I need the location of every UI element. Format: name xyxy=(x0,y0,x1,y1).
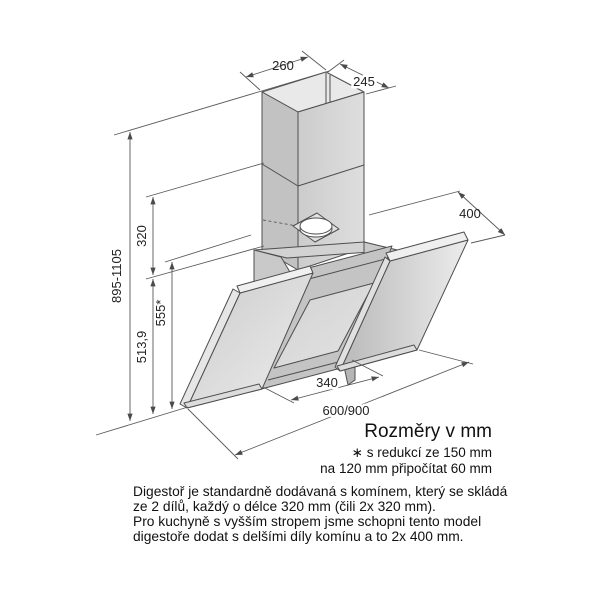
ext-line xyxy=(328,60,344,72)
units-title: Rozměry v mm xyxy=(364,421,492,442)
description-line-1: Digestoř je standardně dodávaná s komínem, který se skládá xyxy=(133,484,508,499)
ext-line xyxy=(96,407,188,435)
description-line-3: Pro kuchyně s vyšším stropem jsme schopni tento model xyxy=(133,514,482,529)
dim-label-320: 320 xyxy=(134,225,149,247)
dim-label-245: 245 xyxy=(353,74,375,89)
description-paragraph xyxy=(133,484,508,544)
ext-line xyxy=(240,72,260,90)
dim-label-895-1105: 895-1105 xyxy=(109,249,124,303)
ext-line xyxy=(188,409,238,459)
dim-chimney-section xyxy=(134,163,264,279)
dim-glass-top-depth xyxy=(369,191,505,243)
ext-line xyxy=(146,246,264,279)
duct-pipe-opening xyxy=(300,218,332,234)
dim-label-400: 400 xyxy=(459,206,481,221)
chimney-left-face xyxy=(262,92,298,270)
ext-line xyxy=(419,350,473,364)
dim-label-555: 555* xyxy=(153,299,168,327)
ext-line xyxy=(263,387,294,403)
ext-line xyxy=(369,191,460,215)
dim-label-260: 260 xyxy=(272,58,294,73)
reduction-note-line-1: ∗ s redukcí ze 150 mm xyxy=(351,445,492,460)
ext-line xyxy=(165,235,251,262)
ext-line xyxy=(471,235,505,243)
dim-body-height xyxy=(134,279,153,414)
dim-label-513-9: 513,9 xyxy=(134,330,149,364)
dim-label-600-900: 600/900 xyxy=(322,403,370,418)
ext-line xyxy=(146,163,264,197)
description-line-2: ze 2 dílů, každý o délce 320 mm (čili 2x 320 mm). xyxy=(133,499,436,514)
dim-label-340: 340 xyxy=(316,375,338,390)
description-line-4: digestoře dodat s delšími díly komínu a to 2x 400 mm. xyxy=(133,529,464,544)
legend xyxy=(320,421,492,476)
reduction-note-line-2: na 120 mm připočítat 60 mm xyxy=(320,461,492,476)
ext-line xyxy=(302,51,326,70)
